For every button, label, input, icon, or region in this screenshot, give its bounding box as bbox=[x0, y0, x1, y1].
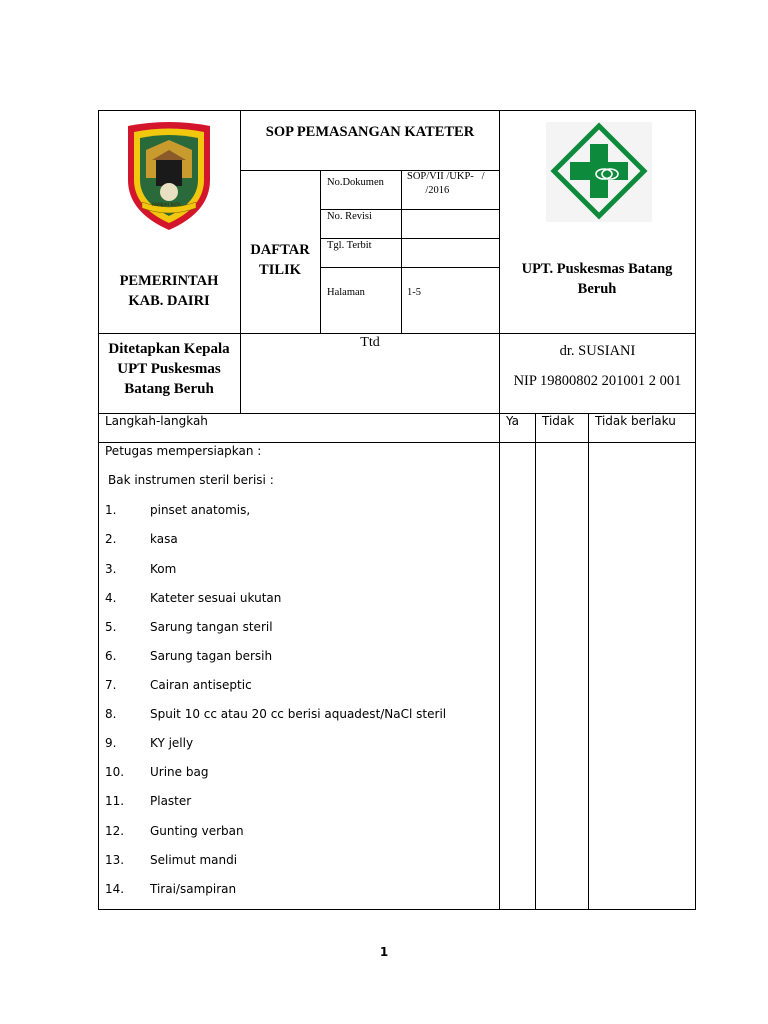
step-number: 5. bbox=[105, 620, 117, 634]
signature-placeholder: Ttd bbox=[360, 335, 380, 350]
step-text: Plaster bbox=[150, 794, 192, 808]
step-text: Gunting verban bbox=[150, 824, 244, 838]
step-text: kasa bbox=[150, 532, 178, 546]
emblem-ribbon-text: RAMBAH BATA bbox=[152, 202, 181, 207]
meta-value-page: 1-5 bbox=[407, 287, 421, 298]
document-type-label: DAFTAR TILIK bbox=[250, 242, 310, 278]
approver-nip: NIP 19800802 201001 2 001 bbox=[513, 373, 682, 389]
step-text: Selimut mandi bbox=[150, 853, 238, 867]
step-text: Tirai/sampiran bbox=[150, 882, 237, 896]
step-number: 1. bbox=[105, 503, 117, 517]
column-header-yes: Ya bbox=[506, 414, 520, 428]
puskesmas-logo-icon bbox=[546, 122, 652, 222]
step-number: 6. bbox=[105, 649, 117, 663]
approver-name: dr. SUSIANI bbox=[559, 343, 636, 359]
page-number: 1 bbox=[379, 945, 389, 959]
step-text: KY jelly bbox=[150, 736, 194, 750]
step-number: 8. bbox=[105, 707, 117, 721]
document-title: SOP PEMASANGAN KATETER bbox=[265, 124, 475, 140]
step-text: Kom bbox=[150, 562, 177, 576]
step-number: 13. bbox=[105, 853, 125, 867]
meta-label-page: Halaman bbox=[327, 287, 365, 298]
step-text: Sarung tangan steril bbox=[150, 620, 273, 634]
step-number: 12. bbox=[105, 824, 125, 838]
column-header-steps: Langkah-langkah bbox=[105, 414, 208, 428]
meta-label-document-number: No.Dokumen bbox=[327, 177, 384, 188]
column-header-not-applicable: Tidak berlaku bbox=[595, 414, 676, 428]
meta-value-document-number: SOP/VII /UKP- / /2016 bbox=[407, 171, 485, 196]
step-number: 7. bbox=[105, 678, 117, 692]
issuer-organization: PEMERINTAH KAB. DAIRI bbox=[119, 273, 219, 309]
column-header-no: Tidak bbox=[542, 414, 575, 428]
puskesmas-name: UPT. Puskesmas Batang Beruh bbox=[521, 261, 673, 297]
step-text: Spuit 10 cc atau 20 cc berisi aquadest/NaCl steril bbox=[150, 707, 447, 721]
step-number: 4. bbox=[105, 591, 117, 605]
step-number: 10. bbox=[105, 765, 125, 779]
step-text: pinset anatomis, bbox=[150, 503, 251, 517]
intro-text: Petugas mempersiapkan : bbox=[105, 444, 262, 458]
step-number: 3. bbox=[105, 562, 117, 576]
step-number: 2. bbox=[105, 532, 117, 546]
step-text: Cairan antiseptic bbox=[150, 678, 252, 692]
meta-label-revision: No. Revisi bbox=[327, 211, 372, 222]
kabupaten-dairi-emblem-icon bbox=[122, 120, 216, 232]
instrument-tray-heading: Bak instrumen steril berisi : bbox=[108, 473, 274, 487]
step-text: Urine bag bbox=[150, 765, 209, 779]
step-text: Kateter sesuai ukutan bbox=[150, 591, 282, 605]
approval-label: Ditetapkan Kepala UPT Puskesmas Batang Beruh bbox=[108, 341, 230, 397]
step-text: Sarung tagan bersih bbox=[150, 649, 273, 663]
meta-label-issue-date: Tgl. Terbit bbox=[327, 240, 372, 251]
step-number: 11. bbox=[105, 794, 125, 808]
step-number: 14. bbox=[105, 882, 125, 896]
step-number: 9. bbox=[105, 736, 117, 750]
